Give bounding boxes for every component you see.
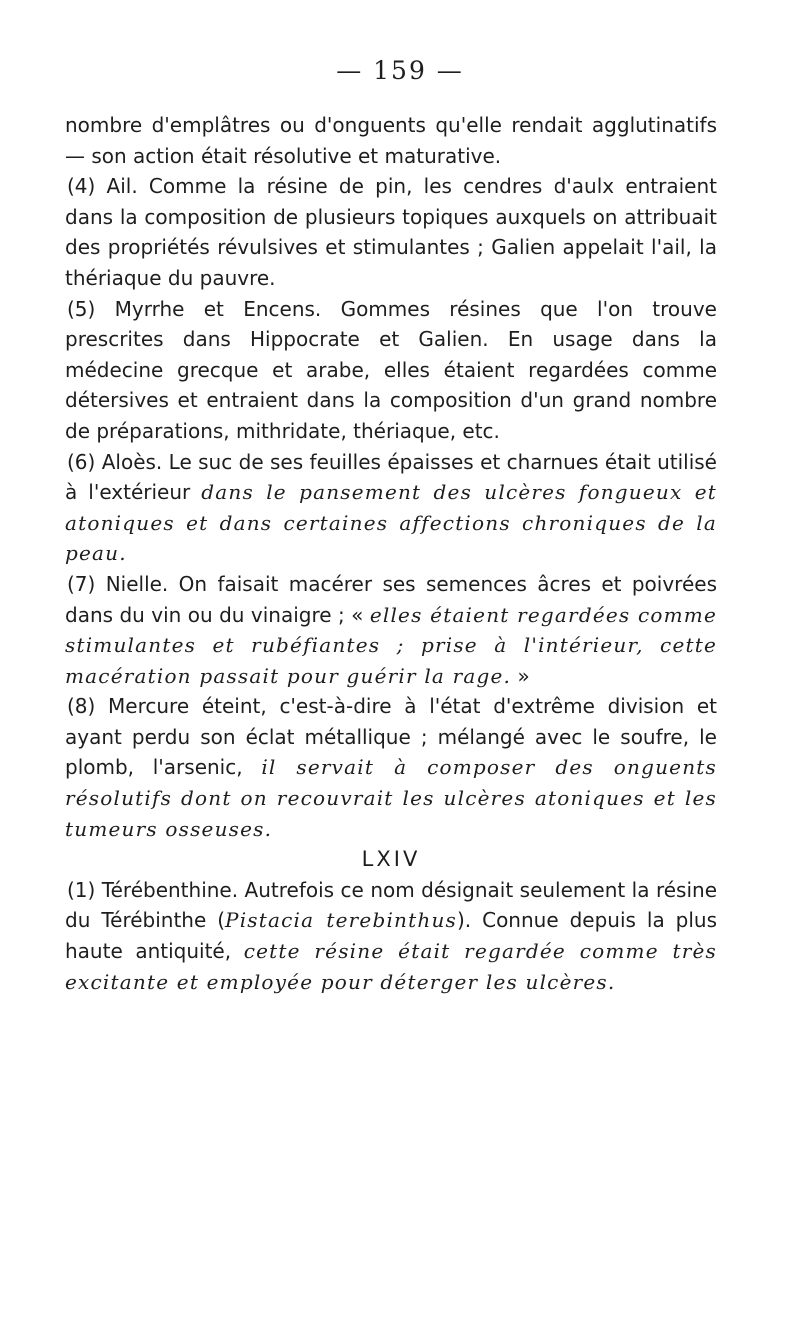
page-body <box>65 110 717 997</box>
note-text: (6) Aloès. Le suc de ses feuilles épaisses et charnues était utilisé à l'extérieur <box>65 449 717 505</box>
note-8-mercure <box>65 691 717 844</box>
page-number: — 159 — <box>336 56 464 85</box>
note-text: (8) Mercure éteint, c'est-à-dire à l'état d'extrême division et ayant perdu son éclat métallique ; mélangé avec le soufre, le plomb, l'arsenic, <box>65 694 717 780</box>
note-6-aloes <box>65 447 717 569</box>
note-text: (7) Nielle. On faisait macérer ses semences âcres et poivrées dans du vin ou du vinaigre ; « <box>65 571 717 627</box>
note-italic-text: elles étaient regardées comme stimulantes et rubéfiantes ; prise à l'intérieur, cette macération passait pour guérir la rage. <box>65 602 717 688</box>
note-italic-text: Pistacia terebinthus <box>225 908 457 933</box>
paragraph-text: nombre d'emplâtres ou d'onguents qu'elle rendait agglutinatifs — son action était résolutive et maturative. <box>65 113 717 168</box>
note-italic-text: il servait à composer des onguents résolutifs dont on recouvrait les ulcères atoniques et les tumeurs osseuses. <box>65 755 717 841</box>
note-italic-text: cette résine était regardée comme très excitante et employée pour déterger les ulcères. <box>65 939 718 994</box>
note-text: » <box>511 663 530 688</box>
note-text: (5) Myrrhe et Encens. Gommes résines que l'on trouve prescrites dans Hippocrate et Galien. En usage dans la médecine grecque et arabe, elles étaient regardées comme détersives et entraient dans la composition d'un grand nombre de préparations, mithridate, thériaque, etc. <box>65 296 717 443</box>
note-1-terebenthine <box>65 875 717 997</box>
paragraph-continuation <box>65 110 717 171</box>
note-7-nielle <box>65 569 717 691</box>
note-text: ). Connue depuis la plus haute antiquité, <box>65 908 717 964</box>
note-5-myrrhe-encens <box>65 294 717 447</box>
section-heading: LXIV <box>361 847 421 872</box>
note-text: (4) Ail. Comme la résine de pin, les cendres d'aulx entraient dans la composition de plusieurs topiques auxquels on attribuait des propriétés révulsives et stimulantes ; Galien appelait l'ail, la thériaque du pauvre. <box>65 174 717 290</box>
note-text: (1) Térébenthine. Autrefois ce nom désignait seulement la résine du Térébinthe ( <box>65 877 717 933</box>
note-italic-text: dans le pansement des ulcères fongueux et atoniques et dans certaines affections chroniques de la peau. <box>65 480 717 566</box>
note-4-ail <box>65 171 717 293</box>
